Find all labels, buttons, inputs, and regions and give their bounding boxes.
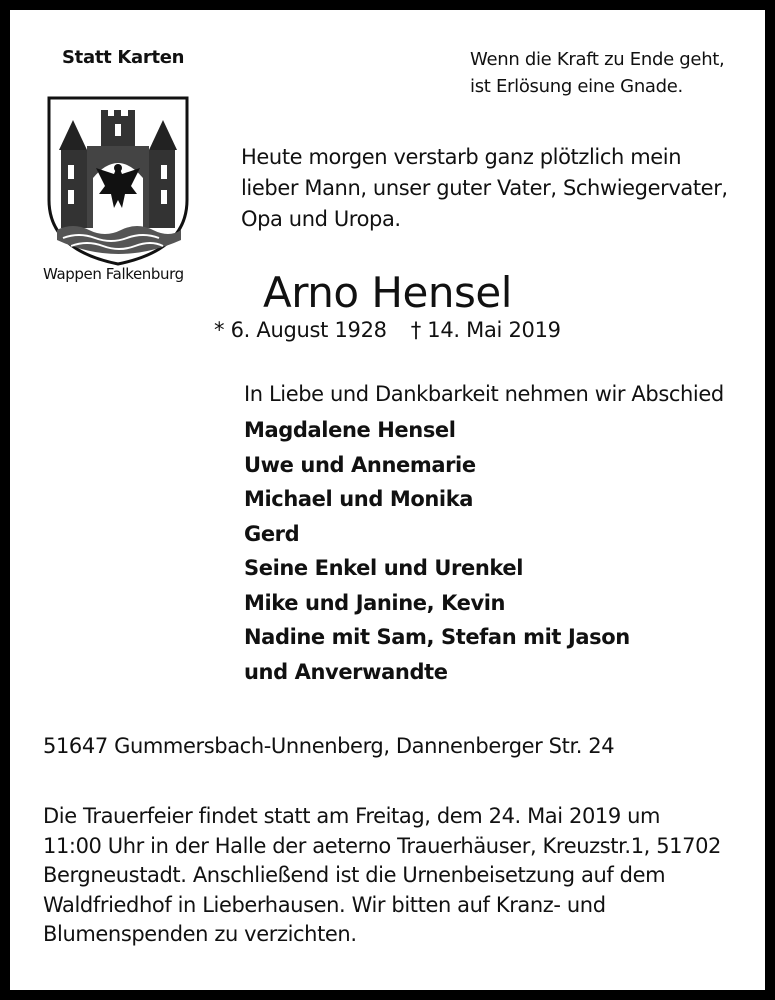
mourner-entry: Seine Enkel und Urenkel (244, 556, 524, 580)
mourner-entry: Mike und Janine, Kevin (244, 590, 506, 615)
statt-karten-label: Statt Karten (62, 47, 185, 68)
funeral-service-info (43, 802, 721, 950)
intro-text (241, 142, 728, 235)
mourner-entry: Magdalene Hensel (244, 418, 456, 442)
farewell-line: In Liebe und Dankbarkeit nehmen wir Abschied (244, 382, 724, 406)
deceased-name: Arno Hensel (263, 268, 512, 317)
mourners-list (244, 413, 630, 689)
mourner-entry: Michael und Monika (244, 487, 474, 511)
mourner-entry: Uwe und Annemarie (244, 452, 476, 477)
coat-of-arms-icon (43, 90, 193, 268)
family-address: 51647 Gummersbach-Unnenberg, Dannenberger Str. 24 (43, 734, 615, 758)
death-date: † 14. Mai 2019 (410, 318, 561, 342)
mourner-entry: Nadine mit Sam, Stefan mit Jason (244, 625, 630, 649)
service-line: Bergneustadt. Anschließend ist die Urnenbeisetzung auf dem (43, 863, 666, 887)
intro-line: lieber Mann, unser guter Vater, Schwiegervater, (241, 176, 728, 200)
motto-line: ist Erlösung eine Gnade. (470, 76, 683, 97)
crest-caption: Wappen Falkenburg (43, 265, 184, 283)
intro-line: Heute morgen verstarb ganz plötzlich mein (241, 145, 682, 169)
mourner-entry: und Anverwandte (244, 659, 448, 684)
service-line: Die Trauerfeier findet statt am Freitag, dem 24. Mai 2019 um (43, 804, 661, 828)
service-line: Blumenspenden zu verzichten. (43, 922, 357, 946)
motto-quote (470, 46, 724, 100)
motto-line: Wenn die Kraft zu Ende geht, (470, 49, 725, 70)
service-line: 11:00 Uhr in der Halle der aeterno Trauerhäuser, Kreuzstr.1, 51702 (43, 833, 722, 858)
mourner-entry: Gerd (244, 521, 300, 546)
intro-line: Opa und Uropa. (241, 207, 401, 231)
birth-date: * 6. August 1928 (214, 318, 387, 342)
life-dates (214, 318, 561, 342)
service-line: Waldfriedhof in Lieberhausen. Wir bitten auf Kranz- und (43, 892, 606, 917)
